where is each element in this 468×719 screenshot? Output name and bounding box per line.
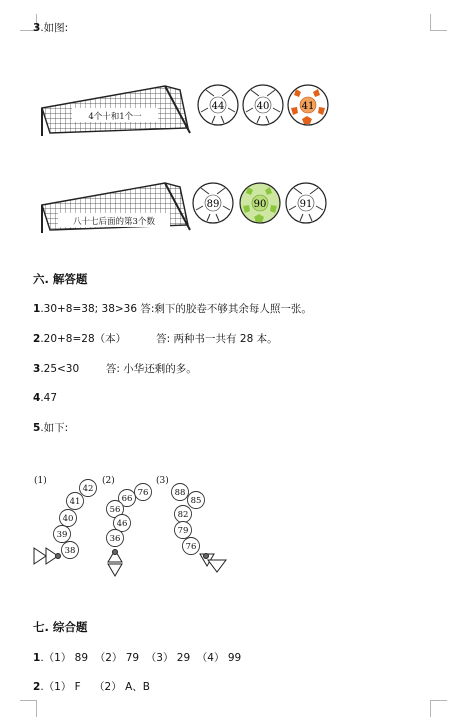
section-6-item-2: 2.20+8=28（本） 答: 两种书一共有 28 本。 (33, 333, 278, 345)
chain-label-1: (1) (34, 476, 47, 486)
section-6-item-5: 5.如下: (33, 422, 69, 434)
section-7-item-1: 1.（1） 89 （2） 79 （3） 29 （4） 99 (33, 652, 242, 664)
svg-text:42: 42 (82, 484, 94, 494)
svg-text:38: 38 (64, 546, 76, 556)
svg-text:40: 40 (62, 514, 74, 524)
page-corner-mark (20, 700, 37, 717)
svg-text:41: 41 (69, 497, 81, 507)
svg-text:36: 36 (109, 534, 121, 544)
svg-text:91: 91 (299, 199, 313, 210)
svg-text:85: 85 (190, 496, 202, 506)
football-89 (193, 183, 233, 223)
football-40 (243, 85, 283, 125)
football-41-highlighted (288, 85, 328, 125)
svg-text:40: 40 (256, 101, 270, 112)
svg-text:89: 89 (206, 199, 220, 210)
chain-label-2: (2) (102, 476, 115, 486)
svg-text:41: 41 (301, 101, 315, 112)
goal-label-1: 4个十和1个一 (88, 112, 142, 122)
svg-text:76: 76 (137, 488, 149, 498)
svg-text:88: 88 (174, 488, 186, 498)
svg-text:76: 76 (185, 542, 197, 552)
svg-text:46: 46 (116, 519, 128, 529)
section-6-item-1: 1.30+8=38; 38>36 答:剩下的胶卷不够其余每人照一张。 (33, 303, 312, 315)
goal-net-1 (42, 86, 190, 136)
section-6-item-3: 3.25<30 答: 小华还剩的多。 (33, 363, 197, 375)
section-7-item-2: 2.（1） F （2） A、B (33, 681, 150, 693)
svg-text:44: 44 (211, 101, 225, 112)
section-7-title: 七. 综合题 (33, 620, 88, 634)
figure-goals-footballs (30, 78, 340, 238)
football-44 (198, 85, 238, 125)
q3-line: 3.如图: (33, 22, 69, 34)
football-91 (286, 183, 326, 223)
goal-label-2: 八十七后面的第3个数 (73, 217, 155, 227)
chain-label-3: (3) (156, 476, 169, 486)
svg-text:39: 39 (56, 530, 68, 540)
svg-text:79: 79 (177, 526, 189, 536)
svg-text:90: 90 (253, 199, 267, 210)
section-6-title: 六. 解答题 (33, 272, 88, 286)
football-90-highlighted (240, 183, 280, 223)
page-corner-mark (430, 14, 447, 31)
svg-text:66: 66 (121, 494, 133, 504)
figure-number-chains (28, 468, 238, 583)
svg-text:56: 56 (109, 505, 121, 515)
goal-net-2 (42, 183, 190, 233)
svg-text:82: 82 (177, 510, 189, 520)
page-corner-mark (430, 700, 447, 717)
section-6-item-4: 4.47 (33, 392, 58, 404)
